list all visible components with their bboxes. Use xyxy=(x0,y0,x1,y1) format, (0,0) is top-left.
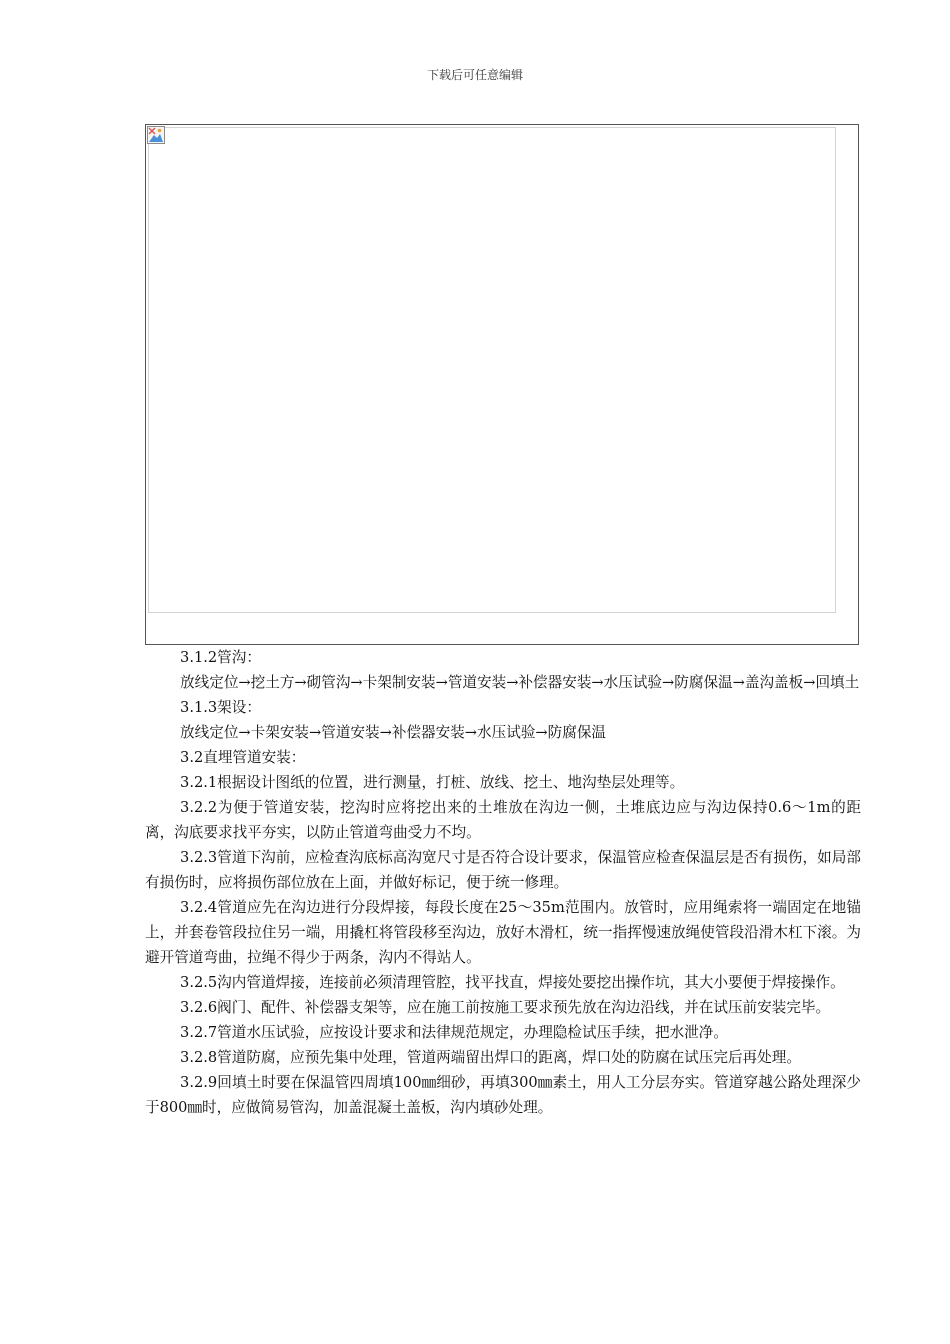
paragraph-3-2-7: 3.2.7管道水压试验，应按设计要求和法律规范规定，办理隐检试压手续，把水泄净。 xyxy=(180,1024,728,1041)
process-flow-trench: 放线定位→挖土方→砌管沟→卡架制安装→管道安装→补偿器安装→水压试验→防腐保温→盖沟盖板→回填土 xyxy=(180,674,860,691)
process-flow-overhead: 放线定位→卡架安装→管道安装→补偿器安装→水压试验→防腐保温 xyxy=(180,724,607,741)
document-body xyxy=(145,645,861,1120)
section-heading-3-1-3: 3.1.3架设： xyxy=(180,699,261,716)
paragraph-3-2-6: 3.2.6阀门、配件、补偿器支架等，应在施工前按施工要求预先放在沟边沿线，并在试压前安装完毕。 xyxy=(180,999,831,1016)
paragraph-3-2-8: 3.2.8管道防腐，应预先集中处理，管道两端留出焊口的距离，焊口处的防腐在试压完后再处理。 xyxy=(180,1049,801,1066)
paragraph-3-2-2: 3.2.2为便于管道安装，挖沟时应将挖出来的土堆放在沟边一侧，土堆底边应与沟边保持0.6～1m的距离，沟底要求找平夯实，以防止管道弯曲受力不均。 xyxy=(145,799,861,841)
paragraph-3-2-3: 3.2.3管道下沟前，应检查沟底标高沟宽尺寸是否符合设计要求，保温管应检查保温层是否有损伤，如局部有损伤时，应将损伤部位放在上面，并做好标记，便于统一修理。 xyxy=(145,849,861,891)
paragraph-3-2-1: 3.2.1根据设计图纸的位置，进行测量，打桩、放线、挖土、地沟垫层处理等。 xyxy=(180,774,685,791)
paragraph-3-2-9: 3.2.9回填土时要在保温管四周填100㎜细砂，再填300㎜素土，用人工分层夯实。管道穿越公路处理深少于800㎜时，应做简易管沟，加盖混凝土盖板，沟内填砂处理。 xyxy=(145,1074,861,1116)
section-heading-3-1-2: 3.1.2管沟： xyxy=(180,649,261,666)
figure-frame xyxy=(145,124,859,645)
broken-image-icon xyxy=(147,126,165,144)
figure-image-area xyxy=(148,127,836,613)
page-header: 下载后可任意编辑 xyxy=(426,68,523,82)
paragraph-3-2-4: 3.2.4管道应先在沟边进行分段焊接，每段长度在25～35m范围内。放管时，应用绳索将一端固定在地锚上，并套卷管段拉住另一端，用撬杠将管段移至沟边，放好木滑杠，统一指挥慢速放绳使管段沿滑木杠下滚。为避开管道弯曲，拉绳不得少于两条，沟内不得站人。 xyxy=(145,899,861,966)
section-heading-3-2: 3.2直埋管道安装： xyxy=(180,749,306,766)
paragraph-3-2-5: 3.2.5沟内管道焊接，连接前必须清理管腔，找平找直，焊接处要挖出操作坑，其大小要便于焊接操作。 xyxy=(180,974,845,991)
